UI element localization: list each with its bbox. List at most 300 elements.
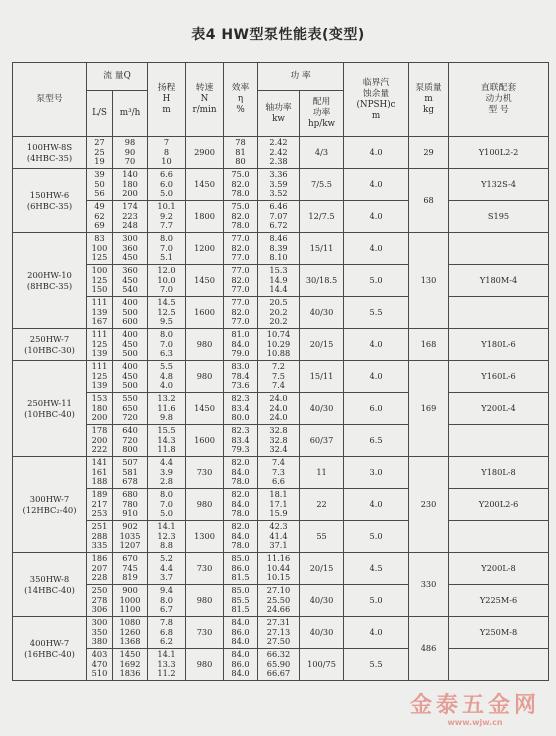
cell-flow-m3h [113,329,148,361]
cell-flow-ls [87,649,113,681]
cell-flow-m3h-text: 300 360 450 [122,233,138,263]
cell-motor-power-text: 55 [316,530,327,541]
cell-motor-model [449,649,549,681]
cell-efficiency-text: 75.0 82.0 78.0 [231,201,250,231]
cell-pump-model [13,361,87,457]
cell-speed-text: 980 [196,370,213,381]
cell-speed-text: 1450 [194,402,215,413]
cell-flow-ls [87,553,113,585]
pump-model-text: 100HW-8S (4HBC-35) [26,142,73,163]
cell-head-text: 15.5 14.3 11.8 [157,425,176,455]
cell-speed [186,137,224,169]
cell-head-text: 12.0 10.0 7.0 [157,265,176,295]
header-model [13,63,87,137]
motor-model-text: Y180L-8 [481,466,516,477]
cell-flow-m3h [113,297,148,329]
cell-speed [186,297,224,329]
cell-pump-mass [409,169,449,233]
cell-efficiency [224,649,258,681]
header-flow-text: 流 量Q [103,71,131,81]
header-speed [186,63,224,137]
cell-motor-power [300,617,344,649]
cell-shaft-power-text: 8.46 8.39 8.10 [269,233,288,263]
cell-pump-mass [409,233,449,329]
cell-head-text: 5.5 4.8 4.0 [160,361,174,391]
cell-motor-power [300,329,344,361]
cell-efficiency-text: 82.3 83.4 79.3 [231,425,250,455]
cell-npsh [344,201,409,233]
header-head [148,63,186,137]
cell-npsh [344,649,409,681]
cell-efficiency-text: 82.0 84.0 78.0 [231,489,250,519]
motor-model-text: Y200L-4 [481,402,516,413]
cell-flow-ls-text: 111 125 139 [91,361,108,391]
cell-shaft-power-text: 7.2 7.5 7.4 [272,361,286,391]
cell-npsh [344,169,409,201]
cell-flow-m3h [113,425,148,457]
cell-motor-power-text: 40/30 [309,626,334,637]
cell-npsh-text: 5.0 [369,274,383,285]
cell-motor-model [449,393,549,425]
cell-efficiency-text: 82.0 84.0 78.0 [231,457,250,487]
cell-efficiency [224,617,258,649]
motor-model-text: Y225M-6 [479,594,518,605]
cell-efficiency [224,137,258,169]
cell-flow-ls [87,265,113,297]
cell-efficiency-text: 77.0 82.0 77.0 [231,233,250,263]
cell-motor-power [300,265,344,297]
cell-flow-ls [87,585,113,617]
cell-motor-power-text: 30/18.5 [305,274,338,285]
cell-efficiency [224,265,258,297]
header-npsh-text: 临界汽 蚀余量 (NPSH)c m [356,77,396,121]
cell-shaft-power [258,169,300,201]
cell-speed [186,585,224,617]
cell-head-text: 8.0 7.0 6.3 [160,329,174,359]
header-power [258,63,344,91]
cell-speed-text: 1600 [194,434,215,445]
cell-efficiency-text: 85.0 86.0 81.5 [231,553,250,583]
cell-motor-power [300,361,344,393]
cell-speed-text: 1200 [194,242,215,253]
cell-efficiency-text: 82.3 83.4 80.0 [231,393,250,423]
cell-flow-m3h-text: 360 450 540 [122,265,138,295]
cell-pump-model [13,329,87,361]
motor-model-text: Y200L-8 [481,562,516,573]
table-row [13,521,549,553]
cell-efficiency-text: 84.0 86.0 84.0 [231,649,250,679]
cell-head-text: 13.2 11.6 9.8 [157,393,176,423]
cell-efficiency [224,201,258,233]
cell-flow-ls [87,137,113,169]
cell-npsh-text: 4.0 [369,498,383,509]
cell-shaft-power [258,457,300,489]
cell-head [148,553,186,585]
cell-shaft-power-text: 24.0 24.0 24.0 [269,393,288,423]
cell-flow-m3h [113,489,148,521]
cell-head-text: 7.8 6.8 6.2 [160,617,174,647]
cell-shaft-power-text: 3.36 3.59 3.52 [269,169,288,199]
header-shaft-power [258,91,300,137]
cell-head [148,361,186,393]
cell-speed-text: 730 [196,466,213,477]
cell-efficiency-text: 77.0 82.0 77.0 [231,297,250,327]
cell-pump-model [13,137,87,169]
cell-npsh-text: 4.0 [369,146,383,157]
cell-flow-ls [87,361,113,393]
header-flow-m3h [113,91,148,137]
cell-flow-m3h [113,361,148,393]
cell-shaft-power [258,617,300,649]
cell-head [148,457,186,489]
cell-shaft-power [258,649,300,681]
cell-motor-power [300,585,344,617]
cell-motor-power [300,233,344,265]
cell-flow-m3h [113,393,148,425]
pump-mass-text: 486 [420,642,437,653]
pump-model-text: 350HW-8 (14HBC-40) [24,574,75,595]
cell-pump-model [13,617,87,681]
cell-flow-ls-text: 300 350 380 [91,617,108,647]
cell-flow-ls [87,233,113,265]
cell-motor-model [449,521,549,553]
cell-speed-text: 980 [196,658,213,669]
table-row [13,233,549,265]
cell-flow-ls-text: 49 62 69 [94,201,105,231]
cell-speed [186,425,224,457]
cell-head [148,649,186,681]
cell-speed [186,233,224,265]
cell-head [148,489,186,521]
header-motor-power-text: 配用 功率 hp/kw [307,97,336,129]
cell-speed-text: 1800 [194,210,215,221]
cell-head [148,329,186,361]
cell-npsh-text: 4.0 [369,210,383,221]
cell-npsh [344,585,409,617]
cell-speed [186,457,224,489]
cell-flow-ls [87,169,113,201]
cell-flow-m3h-text: 98 90 70 [124,137,136,167]
header-efficiency [224,63,258,137]
cell-pump-mass [409,617,449,681]
cell-flow-m3h [113,457,148,489]
table-row [13,489,549,521]
header-npsh [344,63,409,137]
cell-motor-power [300,425,344,457]
cell-flow-m3h-text: 400 450 500 [122,329,138,359]
cell-speed-text: 730 [196,562,213,573]
cell-speed-text: 980 [196,338,213,349]
cell-motor-power-text: 11 [316,466,327,477]
pump-mass-text: 169 [420,402,437,413]
cell-speed [186,649,224,681]
cell-shaft-power-text: 2.42 2.42 2.38 [269,137,288,167]
cell-motor-model [449,233,549,265]
cell-motor-model [449,201,549,233]
cell-motor-power [300,457,344,489]
cell-flow-m3h [113,201,148,233]
cell-npsh [344,297,409,329]
motor-model-text: S195 [487,210,510,221]
cell-flow-m3h-text: 174 223 248 [122,201,138,231]
cell-efficiency-text: 81.0 84.0 79.0 [231,329,250,359]
table-row [13,553,549,585]
cell-npsh-text: 5.5 [369,306,383,317]
cell-flow-ls-text: 111 125 139 [91,329,108,359]
table-row [13,585,549,617]
cell-flow-ls [87,329,113,361]
cell-shaft-power [258,329,300,361]
cell-speed-text: 1600 [194,306,215,317]
cell-speed [186,617,224,649]
cell-motor-power-text: 15/11 [309,242,334,253]
cell-shaft-power-text: 27.10 25.50 24.66 [266,585,291,615]
pump-model-text: 400HW-7 (16HBC-40) [24,638,75,659]
cell-efficiency [224,297,258,329]
cell-npsh [344,521,409,553]
cell-motor-model [449,617,549,649]
pump-mass-text: 230 [420,498,437,509]
cell-head [148,521,186,553]
pump-model-text: 200HW-10 (8HBC-35) [26,270,73,291]
cell-motor-power [300,297,344,329]
header-flow [87,63,148,91]
cell-pump-mass [409,361,449,457]
cell-efficiency [224,425,258,457]
cell-shaft-power-text: 15.3 14.9 14.4 [269,265,288,295]
cell-shaft-power [258,361,300,393]
cell-flow-ls-text: 251 288 335 [91,521,108,551]
cell-flow-m3h-text: 140 180 200 [122,169,138,199]
table-row [13,457,549,489]
cell-flow-ls-text: 153 180 200 [91,393,108,423]
cell-npsh [344,553,409,585]
pump-mass-text: 130 [420,274,437,285]
cell-head [148,137,186,169]
cell-npsh [344,361,409,393]
cell-pump-model [13,553,87,617]
cell-flow-m3h [113,649,148,681]
cell-shaft-power [258,137,300,169]
cell-efficiency [224,169,258,201]
cell-efficiency-text: 83.0 78.4 73.6 [231,361,250,391]
pump-model-text: 250HW-7 (10HBC-30) [24,334,75,355]
cell-npsh-text: 4.0 [369,178,383,189]
header-motor-power [300,91,344,137]
cell-flow-m3h [113,521,148,553]
motor-model-text: Y160L-6 [481,370,516,381]
pump-mass-text: 330 [420,578,437,589]
cell-npsh-text: 4.0 [369,338,383,349]
cell-motor-power [300,489,344,521]
cell-head [148,585,186,617]
cell-head-text: 8.0 7.0 5.1 [160,233,174,263]
header-flow-ls [87,91,113,137]
cell-motor-power [300,169,344,201]
header-mass-text: 泵质量 m kg [415,83,442,115]
header-mass [409,63,449,137]
pump-model-text: 150HW-6 (6HBC-35) [26,190,73,211]
cell-shaft-power-text: 11.16 10.44 10.15 [266,553,291,583]
watermark-url: www.wjw.cn [447,718,503,727]
table-row [13,169,549,201]
table-row [13,201,549,233]
header-eff-text: 效率 η % [231,83,250,115]
cell-flow-ls-text: 83 100 125 [91,233,108,263]
cell-head-text: 10.1 9.2 7.7 [157,201,176,231]
pump-mass-text: 168 [420,338,437,349]
cell-motor-power-text: 22 [316,498,327,509]
cell-npsh-text: 4.0 [369,370,383,381]
cell-speed [186,393,224,425]
cell-head-text: 14.5 12.5 9.5 [157,297,176,327]
cell-shaft-power-text: 66.32 65.90 66.67 [266,649,291,679]
cell-speed [186,521,224,553]
cell-speed [186,553,224,585]
cell-npsh-text: 4.0 [369,242,383,253]
cell-head [148,265,186,297]
cell-shaft-power-text: 20.5 20.2 20.2 [269,297,288,327]
motor-model-text: Y100L2-2 [478,146,519,157]
cell-speed [186,489,224,521]
cell-motor-model [449,489,549,521]
header-shaft-power-text: 轴功率 kw [265,102,292,124]
table-row [13,137,549,169]
cell-shaft-power-text: 42.3 41.4 37.1 [269,521,288,551]
cell-head [148,393,186,425]
cell-motor-power-text: 40/30 [309,306,334,317]
table-row [13,649,549,681]
cell-flow-ls [87,393,113,425]
watermark-logo [400,694,550,730]
cell-motor-power-text: 4/3 [314,146,329,157]
header-speed-text: 转速 N r/min [192,83,217,115]
cell-flow-ls [87,425,113,457]
cell-npsh-text: 5.5 [369,658,383,669]
cell-flow-m3h-text: 400 500 600 [122,297,138,327]
cell-head [148,201,186,233]
cell-npsh [344,457,409,489]
table-row [13,617,549,649]
cell-motor-model [449,361,549,393]
cell-head-text: 5.2 4.4 3.7 [160,553,174,583]
cell-shaft-power [258,201,300,233]
table-row [13,361,549,393]
cell-head [148,617,186,649]
cell-motor-model [449,169,549,201]
cell-efficiency-text: 84.0 86.0 84.0 [231,617,250,647]
pump-mass-text: 68 [423,194,434,205]
cell-flow-m3h-text: 1080 1260 1368 [119,617,141,647]
cell-npsh-text: 4.5 [369,562,383,573]
cell-flow-m3h [113,137,148,169]
table-row [13,297,549,329]
motor-model-text: Y180M-4 [479,274,518,285]
header-flow-ls-text: L/S [92,108,107,118]
cell-motor-power-text: 100/75 [307,658,336,669]
cell-flow-m3h-text: 507 581 678 [122,457,138,487]
cell-pump-mass [409,329,449,361]
cell-flow-m3h [113,265,148,297]
cell-motor-power-text: 40/30 [309,402,334,413]
cell-npsh-text: 6.0 [369,402,383,413]
header-motor-text: 直联配套 动力机 型 号 [480,83,517,115]
cell-shaft-power [258,521,300,553]
cell-flow-m3h [113,169,148,201]
cell-efficiency-text: 82.0 84.0 78.0 [231,521,250,551]
cell-npsh [344,137,409,169]
cell-flow-m3h [113,617,148,649]
cell-flow-ls [87,489,113,521]
cell-motor-power-text: 20/15 [309,338,334,349]
cell-motor-power-text: 7/5.5 [311,178,333,189]
cell-shaft-power-text: 32.8 32.8 32.4 [269,425,288,455]
cell-flow-ls-text: 250 278 306 [91,585,108,615]
cell-efficiency [224,489,258,521]
cell-npsh-text: 3.0 [369,466,383,477]
cell-speed [186,361,224,393]
cell-head-text: 4.4 3.9 2.8 [160,457,174,487]
cell-flow-ls [87,617,113,649]
cell-flow-ls-text: 100 125 150 [91,265,108,295]
cell-head [148,425,186,457]
cell-flow-m3h-text: 902 1035 1207 [119,521,141,551]
cell-shaft-power-text: 27.31 27.13 27.50 [266,617,291,647]
cell-npsh [344,233,409,265]
cell-shaft-power-text: 7.4 7.3 6.6 [272,457,286,487]
cell-pump-model [13,169,87,233]
cell-head [148,297,186,329]
cell-motor-power-text: 12/7.5 [308,210,335,221]
cell-flow-ls [87,457,113,489]
cell-efficiency-text: 78 81 80 [235,137,246,167]
motor-model-text: Y200L2-6 [478,498,519,509]
cell-speed-text: 730 [196,626,213,637]
cell-motor-model [449,297,549,329]
cell-pump-mass [409,137,449,169]
motor-model-text: Y250M-8 [479,626,518,637]
cell-head [148,169,186,201]
cell-npsh [344,489,409,521]
cell-shaft-power [258,425,300,457]
cell-motor-power-text: 15/11 [309,370,334,381]
cell-efficiency [224,361,258,393]
cell-motor-power [300,521,344,553]
cell-speed-text: 1300 [194,530,215,541]
cell-motor-power-text: 60/37 [309,434,334,445]
cell-npsh [344,617,409,649]
cell-npsh [344,393,409,425]
header-head-text: 扬程 H m [157,83,176,115]
cell-flow-ls [87,201,113,233]
cell-efficiency [224,457,258,489]
cell-flow-m3h [113,585,148,617]
header-motor [449,63,549,137]
motor-model-text: Y180L-6 [481,338,516,349]
cell-npsh-text: 5.0 [369,530,383,541]
cell-flow-ls-text: 141 161 188 [91,457,108,487]
cell-npsh [344,329,409,361]
cell-motor-model [449,457,549,489]
cell-flow-m3h-text: 680 780 910 [122,489,138,519]
cell-motor-model [449,553,549,585]
cell-flow-ls-text: 403 470 510 [91,649,108,679]
cell-efficiency [224,585,258,617]
cell-pump-mass [409,553,449,617]
cell-flow-ls-text: 189 217 253 [91,489,108,519]
cell-efficiency [224,553,258,585]
cell-speed-text: 980 [196,498,213,509]
